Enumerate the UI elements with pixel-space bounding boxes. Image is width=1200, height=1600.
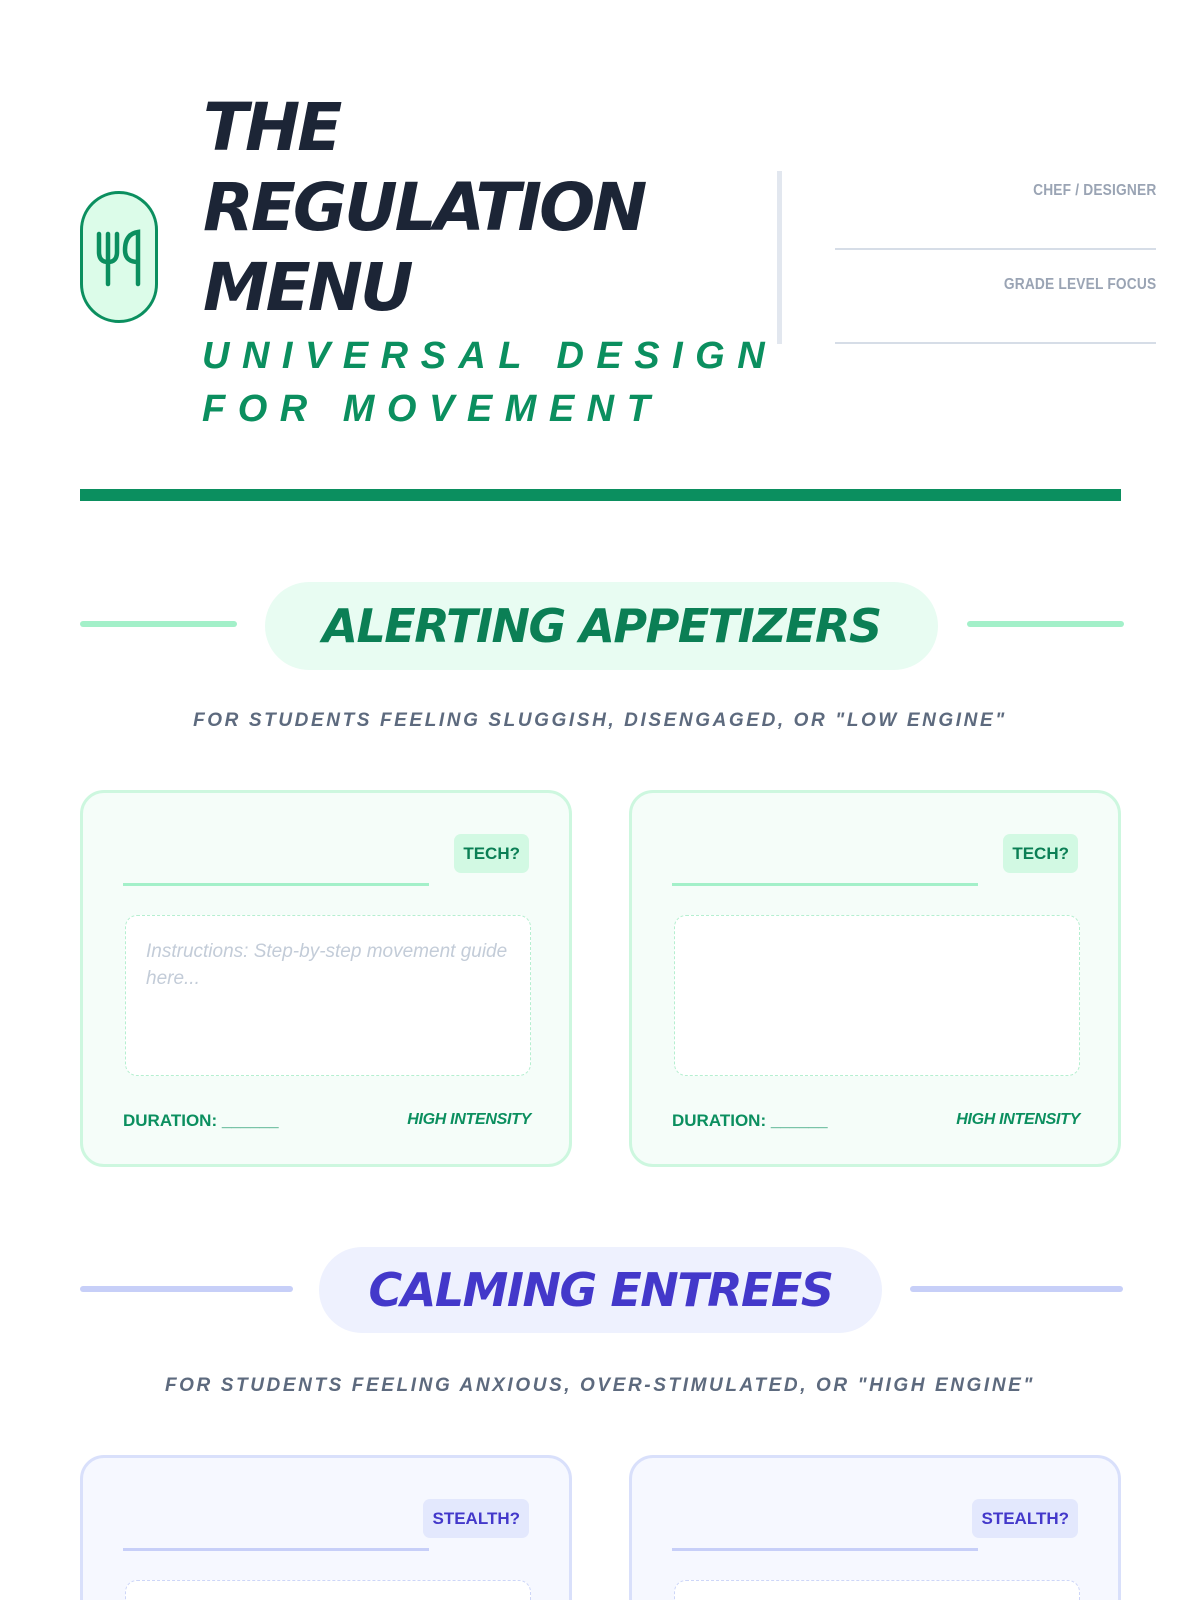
section-rule-left — [80, 1286, 293, 1292]
intensity-label: HIGH INTENSITY — [956, 1111, 1080, 1128]
page-subtitle — [202, 330, 777, 436]
section-caption: FOR STUDENTS FEELING SLUGGISH, DISENGAGED, OR "LOW ENGINE" — [193, 710, 1007, 731]
section-rule-left — [80, 621, 237, 627]
menu-logo — [80, 191, 158, 323]
activity-name-field[interactable] — [672, 883, 978, 886]
instructions-box[interactable] — [674, 1580, 1080, 1600]
menu-card — [80, 1455, 572, 1600]
activity-name-field[interactable] — [123, 1548, 429, 1551]
header-rule — [80, 489, 1121, 501]
section-heading-alerting — [265, 582, 938, 670]
duration-label: DURATION: ______ — [123, 1111, 279, 1130]
instructions-box[interactable] — [125, 1580, 531, 1600]
fork-knife-icon — [91, 222, 147, 292]
grade-level-label: GRADE LEVEL FOCUS — [1003, 276, 1156, 293]
section-rule-right — [967, 621, 1124, 627]
grade-level-field[interactable] — [835, 342, 1156, 344]
instructions-box[interactable] — [674, 915, 1080, 1076]
page-title — [203, 88, 644, 328]
chef-designer-field[interactable] — [835, 248, 1156, 250]
duration-label: DURATION: ______ — [672, 1111, 828, 1130]
title-line: MENU — [203, 249, 411, 326]
stealth-tag: STEALTH? — [423, 1499, 529, 1538]
instructions-box[interactable]: Instructions: Step-by-step movement guide here... — [125, 915, 531, 1076]
activity-name-field[interactable] — [123, 883, 429, 886]
section-title: ALERTING APPETIZERS — [322, 599, 881, 653]
tech-tag: TECH? — [1003, 834, 1078, 873]
header-divider — [777, 171, 782, 344]
subtitle-line: FOR MOVEMENT — [202, 388, 663, 430]
tech-tag: TECH? — [454, 834, 529, 873]
section-title: CALMING ENTREES — [368, 1263, 833, 1317]
title-line: REGULATION — [203, 169, 645, 246]
menu-card — [629, 1455, 1121, 1600]
menu-card — [80, 790, 572, 1167]
chef-designer-label: CHEF / DESIGNER — [1032, 182, 1156, 199]
activity-name-field[interactable] — [672, 1548, 978, 1551]
subtitle-line: UNIVERSAL DESIGN — [202, 335, 778, 377]
title-line: THE — [203, 89, 340, 166]
menu-card — [629, 790, 1121, 1167]
stealth-tag: STEALTH? — [972, 1499, 1078, 1538]
section-rule-right — [910, 1286, 1123, 1292]
section-heading-calming — [319, 1247, 882, 1333]
section-caption: FOR STUDENTS FEELING ANXIOUS, OVER-STIMULATED, OR "HIGH ENGINE" — [164, 1375, 1036, 1396]
intensity-label: HIGH INTENSITY — [407, 1111, 531, 1128]
